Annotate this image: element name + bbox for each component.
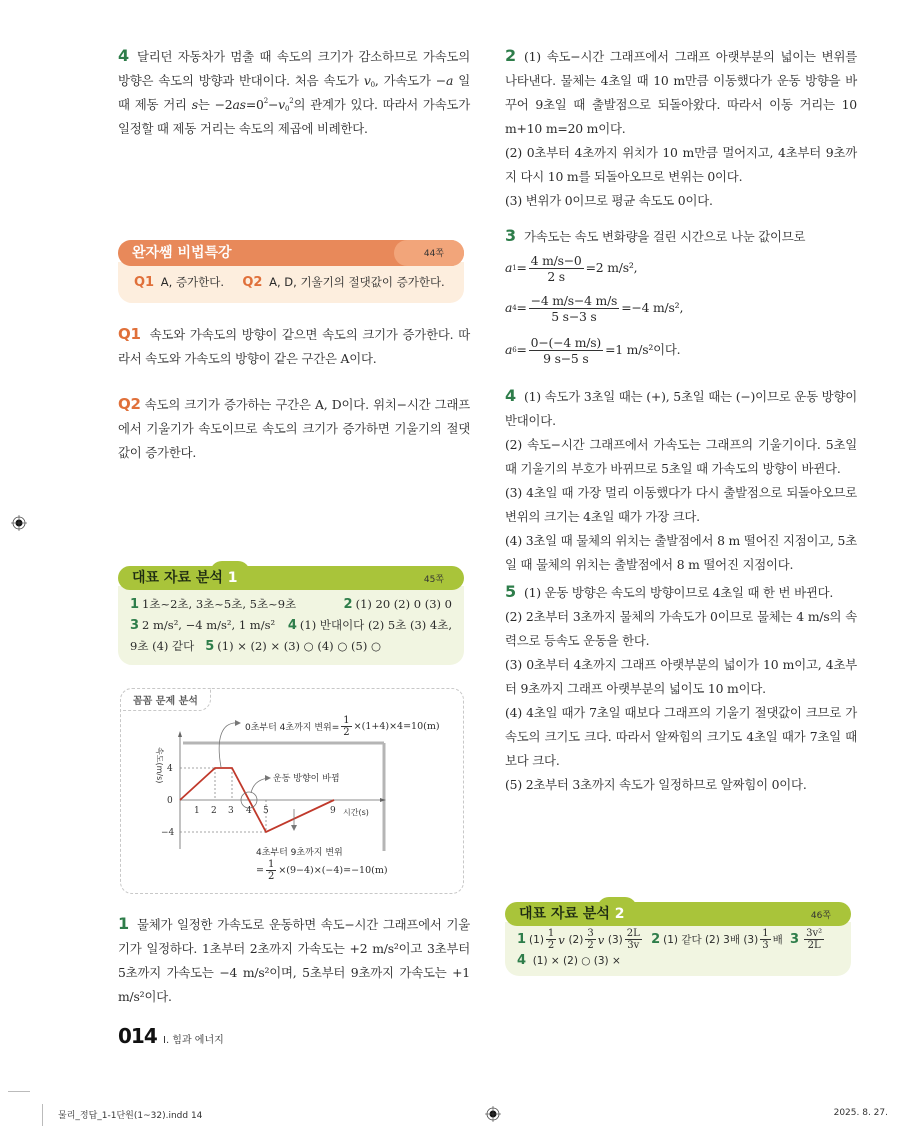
x-tick-5: 5: [263, 806, 269, 816]
special-lecture-header: [118, 240, 464, 266]
answer-4-right: 4 (1) 속도가 3초일 때는 (+), 5초일 때는 (−)이므로 운동 방향이 반대이다. (2) 속도−시간 그래프에서 가속도는 그래프의 기울기이다. 5초일 때 기울기의 부호가 바뀌므로 5초일 때 가속도의 방향이 바뀐다. (3) 4초일 때 가장 멀리 이동했다가 다시 출발점으로 되돌아오므로 변위의 크기는 4초일 때가 가장 크다. (4) 3초일 때 물체의 위치는 출발점에서 8 m 떨어진 지점이고, 5초일 때 물체의 위치는 출발점에서 8 m 떨어진 지점이다.: [505, 386, 857, 572]
x-tick-9: 9: [330, 806, 336, 816]
page-reference: 44쪽: [423, 249, 444, 259]
annotation-displacement-4-9: = $\frac{1}{2}$ ×(9−4)×(−4)=−10(m): [256, 859, 388, 882]
annotation-displacement-4-9-title: 4초부터 9초까지 변위: [256, 848, 343, 858]
print-file-slug: 물리_정답_1-1단원(1~32).indd 14: [58, 1111, 203, 1121]
x-tick-2: 2: [211, 806, 217, 816]
annotation-displacement-0-4: 0초부터 4초까지 변위= $\frac{1}{2}$ ×(1+4)×4=10(m): [245, 715, 440, 738]
answer-4-paragraph: 4 달리던 자동차가 멈출 때 속도의 크기가 감소하므로 가속도의 방향은 속도의 방향과 반대이다. 처음 속도가 $v_0$, 가속도가 −a 일 때 제동 거리 s는 $-2as=0^2-v_0^2$의 관계가 있다. 따라서 가속도가 일정할 때 제동 거리는 속도의 제곱에 비례한다.: [118, 46, 470, 136]
x-axis-label: 시간(s): [343, 808, 369, 817]
page-reference: 45쪽: [423, 575, 444, 585]
data-analysis-1-box: [118, 566, 464, 665]
print-date: 2025. 8. 27.: [833, 1108, 888, 1118]
page-reference: 46쪽: [810, 911, 831, 921]
special-lecture-answers: Q1 A, 증가한다. Q2 A, D, 기울기의 절댓값이 증가한다.: [118, 262, 464, 303]
data-analysis-2-box: [505, 902, 851, 976]
answer-3: 3 가속도는 속도 변화량을 걸린 시간으로 나눈 값이므로 a 1 = $\frac{4 m/s-0}{2 s}$ =2 m/s², a 4 = $\frac{-4 m/s-4 m/s}{5 s-3 s}$ =−4 m/s², a 6 = $\frac{0-(-4 m/s)}{9 s-5 s}$ =1 m/s²이다.: [505, 224, 857, 371]
y-axis-label: 속도(m/s): [155, 747, 164, 784]
crop-mark: [8, 1091, 30, 1092]
equation-a1: a 1 = $\frac{4 m/s-0}{2 s}$ =2 m/s²,: [505, 252, 638, 284]
data-analysis-1-answers: 1 1초~2초, 3초~5초, 5초~9초 2 (1) 20 (2) 0 (3) 0 3 2 m/s², −4 m/s², 1 m/s² 4 (1) 반대이다 (2) 5초 (3) 4초, 9초 (4) 같다 5 (1) × (2) × (3) ○ (4) ○ (5) ○: [118, 586, 464, 665]
data-analysis-2-header: 대표 자료 분석 2 46쪽: [505, 902, 851, 926]
problem-analysis-box: [120, 688, 464, 894]
registration-mark-icon: [485, 1106, 501, 1122]
answer-2: 2 (1) 속도−시간 그래프에서 그래프 아랫부분의 넓이는 변위를 나타낸다. 물체는 4초일 때 10 m만큼 이동했다가 운동 방향을 바꾸어 9초일 때 출발점으로 되돌아왔다. 따라서 이동 거리는 10 m+10 m=20 m이다. (2) 0초부터 4초까지 위치가 10 m만큼 멀어지고, 4초부터 9초까지 다시 10 m를 되돌아오므로 변위는 0이다. (3) 변위가 0이므로 평균 속도도 0이다.: [505, 46, 857, 208]
x-tick-1: 1: [194, 806, 200, 816]
unit-title: Ⅰ. 힘과 에너지: [163, 1035, 224, 1046]
equation-a6: a 6 = $\frac{0-(-4 m/s)}{9 s-5 s}$ =1 m/s²이다.: [505, 334, 681, 366]
x-tick-3: 3: [228, 806, 234, 816]
answer-1-paragraph: 1 물체가 일정한 가속도로 운동하면 속도−시간 그래프에서 기울기가 일정하다. 1초부터 2초까지 가속도는 +2 m/s²이고 3초부터 5초까지 가속도는 −4 m/s²이며, 5초부터 9초까지 가속도는 +1 m/s²이다.: [118, 914, 470, 1004]
left-column: [118, 44, 470, 141]
annotation-direction-change: 운동 방향이 바뀜: [273, 774, 340, 784]
problem-analysis-tag: 꼼꼼 문제 분석: [120, 688, 211, 711]
q2-explanation: Q2 속도의 크기가 증가하는 구간은 A, D이다. 위치−시간 그래프에서 기울기가 속도이므로 속도의 크기가 증가하면 기울기의 절댓값이 증가한다.: [118, 395, 470, 460]
y-tick-0: 0: [167, 796, 173, 806]
registration-mark-icon: [11, 515, 27, 531]
crop-mark-vertical: [42, 1104, 43, 1126]
answer-5: 5 (1) 운동 방향은 속도의 방향이므로 4초일 때 한 번 바뀐다. (2) 2초부터 3초까지 물체의 가속도가 0이므로 물체는 4 m/s의 속력으로 등속도 운동을 한다. (3) 0초부터 4초까지 그래프 아랫부분의 넓이가 10 m이고, 4초부터 9초까지 그래프 아랫부분의 넓이도 10 m이다. (4) 4초일 때가 7초일 때보다 그래프의 기울기 절댓값이 크므로 가속도의 크기도 크다. 따라서 알짜힘의 크기도 4초일 때가 7초일 때보다 크다. (5) 2초부터 3초까지 속도가 일정하므로 알짜힘이 0이다.: [505, 582, 857, 792]
equation-a4: a 4 = $\frac{-4 m/s-4 m/s}{5 s-3 s}$ =−4 m/s²,: [505, 292, 684, 324]
data-analysis-1-header: 대표 자료 분석 1 45쪽: [118, 566, 464, 590]
data-analysis-2-answers: 1 (1) $\frac{1}{2}$ v (2) $\frac{3}{2}$ v (3) $\frac{2L}{3v}$ 2 (1) 같다 (2) 3배 (3) $\frac{1}{3}$ 배 3 $\frac{\text{3v²}}{2L}$ 4 (1) × (2) ○ (3) ×: [505, 922, 851, 976]
page-number: 014: [118, 1024, 157, 1048]
y-tick-neg4: −4: [161, 828, 175, 838]
y-tick-4: 4: [167, 764, 173, 774]
x-tick-4: 4: [246, 806, 252, 816]
q1-explanation: Q1 속도와 가속도의 방향이 같으면 속도의 크기가 증가한다. 따라서 속도와 가속도의 방향이 같은 구간은 A이다.: [118, 325, 470, 366]
answer-number: 4: [118, 46, 129, 65]
special-lecture-title: 완자쌤 비법특강: [132, 245, 232, 261]
right-column: [505, 44, 857, 213]
special-lecture-box: [118, 240, 464, 303]
